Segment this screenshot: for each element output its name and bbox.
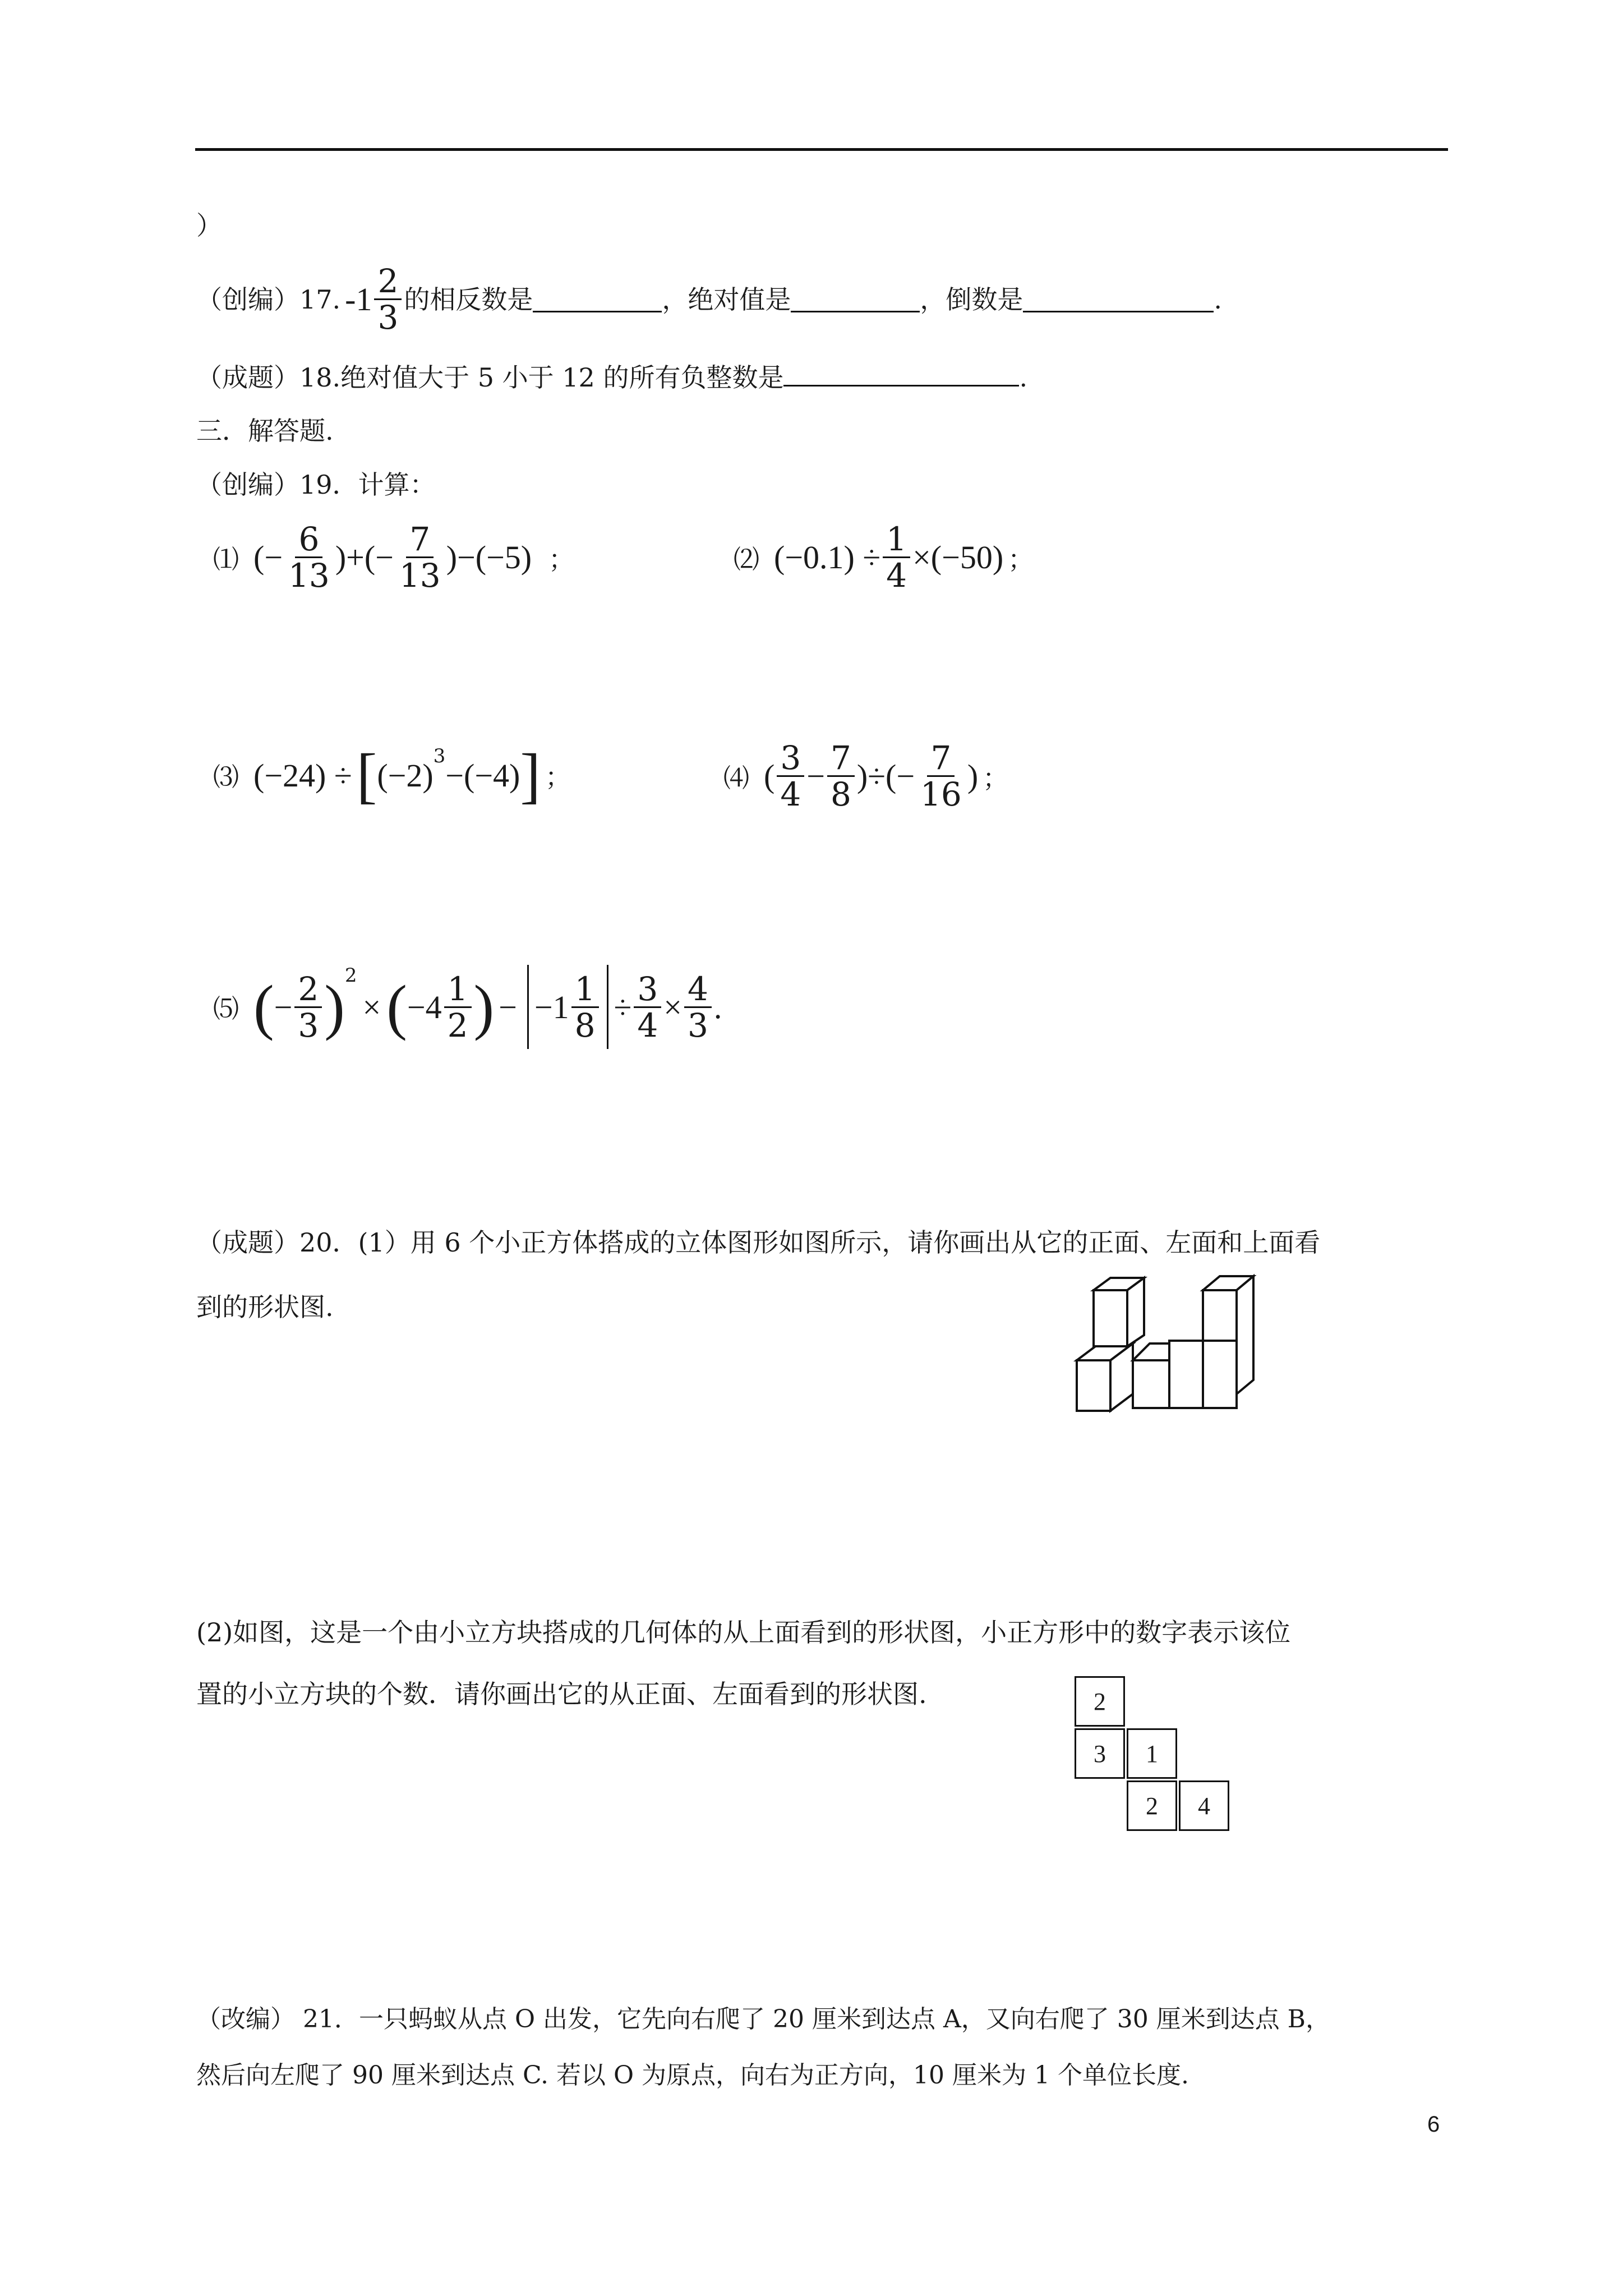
formula-3-label: ⑶ bbox=[213, 762, 239, 792]
f4-den-b: 8 bbox=[830, 775, 851, 813]
f4-den-c: 16 bbox=[920, 775, 962, 813]
f5-den-a: 3 bbox=[298, 1006, 319, 1045]
formula-3: ⑶ (−24) ÷ [ (−2) 3 −(−4) ] ； bbox=[213, 741, 571, 809]
f3-end: ； bbox=[545, 762, 571, 792]
question-21-line-2: 然后向左爬了 90 厘米到达点 C. 若以 O 为原点，向右为正方向，10 厘米为 1 个单位长度. bbox=[196, 2061, 1189, 2090]
f4-num-c: 7 bbox=[927, 740, 955, 777]
cube-2-side bbox=[1127, 1278, 1144, 1346]
q17-end: . bbox=[1214, 284, 1223, 315]
q17-frac-num: 2 bbox=[374, 264, 402, 300]
grid-cell: 2 bbox=[1127, 1780, 1177, 1831]
grid-cell: 3 bbox=[1075, 1728, 1125, 1779]
question-21-line-1: （改编） 21．一只蚂蚁从点 O 出发，它先向右爬了 20 厘米到达点 A，又向右爬了 30 厘米到达点 B， bbox=[196, 2005, 1331, 2033]
f1-den-a: 13 bbox=[288, 556, 330, 595]
q17-number: -1 bbox=[345, 280, 372, 318]
f4-end: ； bbox=[983, 762, 1009, 793]
q17-blank-1[interactable] bbox=[533, 286, 662, 312]
section-3-heading: 三．解答题. bbox=[196, 416, 334, 446]
q17-blank-2[interactable] bbox=[791, 286, 920, 312]
f5-num-b: 1 bbox=[444, 972, 472, 1008]
formula-5: ⑸ ( − $\frac{2}{3}$ ) 2 × ( −4 $\frac{1}{2}$ ) − −1 $\frac{1}{8}$ ÷ $\frac{3}{4}$ × $\frac{4}{3}$ . bbox=[213, 965, 722, 1049]
f5-exp: 2 bbox=[344, 964, 357, 987]
question-20-part-1-line-2: 到的形状图. bbox=[196, 1292, 334, 1322]
f5-num-e: 4 bbox=[684, 972, 712, 1008]
formula-2 bbox=[734, 522, 1048, 593]
header-rule bbox=[195, 148, 1448, 151]
f1-den-b: 13 bbox=[399, 556, 441, 595]
grid-cell: 4 bbox=[1179, 1780, 1229, 1831]
q17-text-1: 的相反数是 bbox=[404, 284, 533, 315]
f3-exp: 3 bbox=[433, 745, 446, 767]
q17-prefix: （创编）17. bbox=[196, 284, 341, 315]
question-17 bbox=[196, 264, 1222, 335]
formula-2-label: ⑵ bbox=[734, 544, 759, 574]
f2-head: (−0.1) ÷ bbox=[774, 539, 881, 576]
q18-blank[interactable] bbox=[783, 360, 1019, 386]
f2-end: ； bbox=[1008, 544, 1034, 574]
q18-end: . bbox=[1019, 362, 1028, 393]
question-20-part-2-line-1: (2)如图，这是一个由小立方块搭成的几何体的从上面看到的形状图，小正方形中的数字表示该位 bbox=[196, 1617, 1291, 1648]
f1-num-a: 6 bbox=[295, 522, 322, 558]
grid-cell: 2 bbox=[1075, 1676, 1125, 1727]
q17-text-3: ，倒数是 bbox=[920, 284, 1023, 315]
question-20-part-1-line-1: （成题）20．(1）用 6 个小正方体搭成的立体图形如图所示，请你画出从它的正面、左面和上面看 bbox=[196, 1227, 1321, 1258]
f5-den-b: 2 bbox=[447, 1006, 468, 1045]
f1-num-b: 7 bbox=[406, 522, 434, 558]
f2-den: 4 bbox=[886, 556, 907, 595]
cube-1-front bbox=[1077, 1360, 1110, 1411]
cube-2-front bbox=[1094, 1290, 1127, 1346]
f4-num-b: 7 bbox=[827, 740, 855, 777]
question-18 bbox=[196, 360, 1027, 394]
q17-fraction bbox=[374, 264, 402, 335]
f1-end: ； bbox=[548, 544, 575, 574]
f5-den-c: 8 bbox=[574, 1006, 596, 1045]
q17-text-2: ，绝对值是 bbox=[662, 284, 791, 315]
f5-num-c: 1 bbox=[571, 972, 599, 1008]
f2-tail: ×(−50) bbox=[912, 539, 1004, 576]
formula-4: ⑷ ( $\frac{3}{4}$ − $\frac{7}{8}$ )÷(− $\frac{7}{16}$ ) ； bbox=[723, 739, 1009, 813]
f5-den-d: 4 bbox=[637, 1006, 658, 1045]
cube-3-front bbox=[1133, 1360, 1169, 1408]
cube-4-front bbox=[1203, 1290, 1237, 1341]
f3-head: (−24) ÷ bbox=[253, 757, 352, 794]
q17-blank-3[interactable] bbox=[1023, 286, 1214, 312]
page-number: 6 bbox=[1427, 2112, 1440, 2137]
q18-text: （成题）18.绝对值大于 5 小于 12 的所有负整数是 bbox=[196, 362, 784, 393]
f5-den-e: 3 bbox=[687, 1006, 708, 1045]
formula-4-label: ⑷ bbox=[723, 762, 749, 793]
q17-frac-den: 3 bbox=[377, 298, 399, 337]
grid-cell: 1 bbox=[1127, 1728, 1177, 1779]
cube-stack-figure bbox=[1066, 1268, 1279, 1430]
f4-den-a: 4 bbox=[780, 775, 801, 813]
cube-4-side bbox=[1237, 1276, 1253, 1394]
f4-num-a: 3 bbox=[777, 740, 804, 777]
f3-tail: −(−4) bbox=[445, 757, 520, 794]
formula-1: ⑴ (− $\frac{6}{13}$ )+(− $\frac{7}{13}$ ) −(−5) ； bbox=[213, 520, 575, 595]
formula-1-label: ⑴ bbox=[213, 544, 239, 574]
f2-num: 1 bbox=[883, 522, 910, 558]
f5-num-d: 3 bbox=[634, 972, 661, 1008]
question-20-part-2-line-2: 置的小立方块的个数．请你画出它的从正面、左面看到的形状图. bbox=[196, 1679, 927, 1709]
f3-mid: (−2) bbox=[377, 757, 434, 794]
f5-num-a: 2 bbox=[294, 972, 322, 1008]
formula-5-label: ⑸ bbox=[213, 993, 239, 1024]
question-19: （创编）19．计算： bbox=[196, 470, 436, 500]
paren-line: ） bbox=[196, 210, 222, 241]
f1-tail: −(−5) bbox=[457, 539, 532, 576]
